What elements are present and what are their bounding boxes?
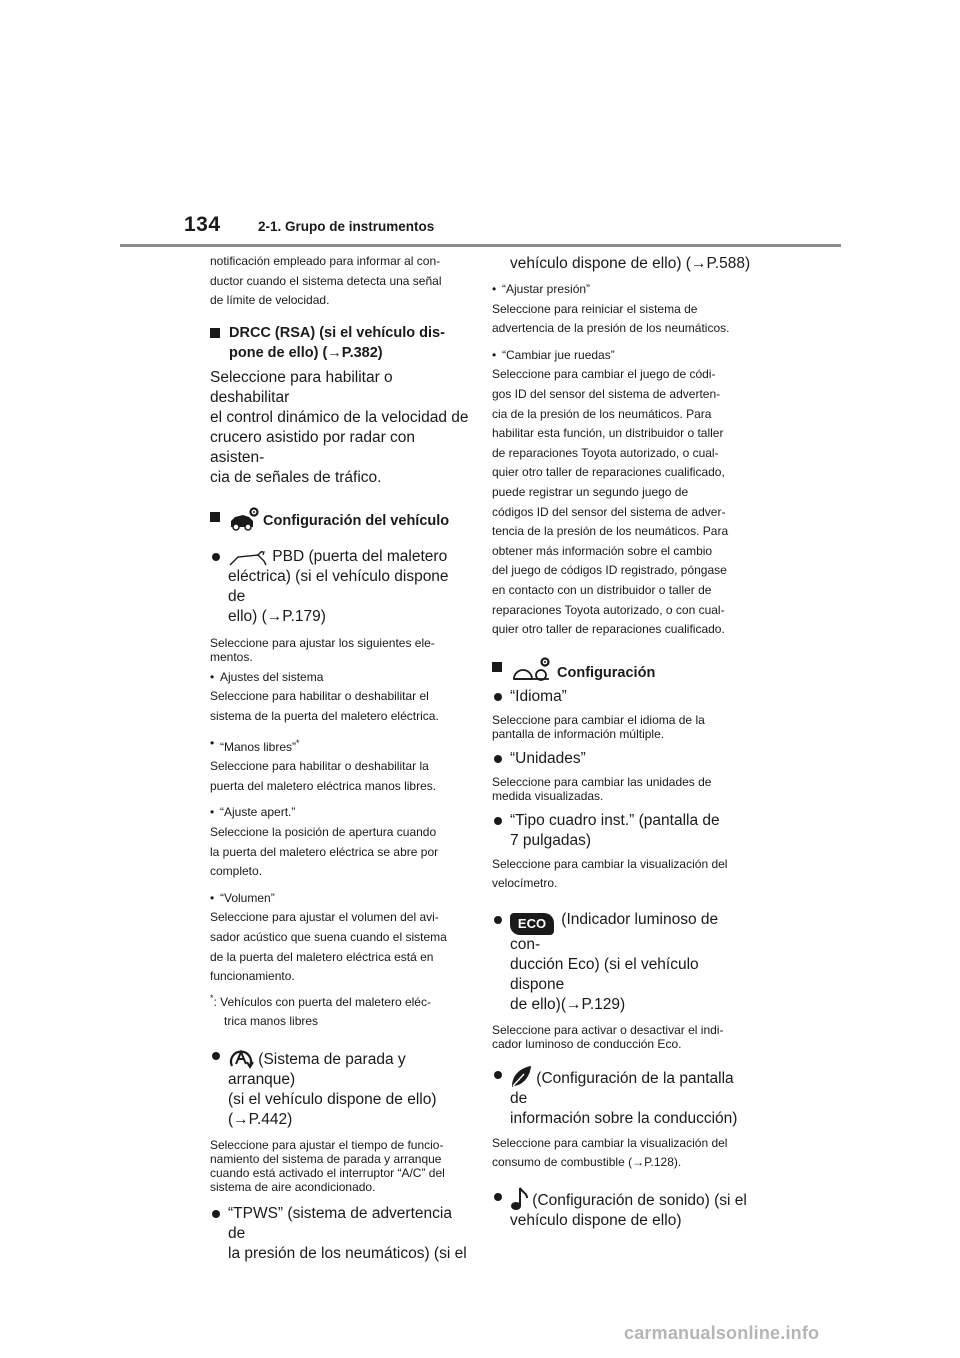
text-line: ductor cuando el sistema detecta una señal <box>210 273 442 288</box>
text-line: pantalla de información múltiple. <box>492 726 665 741</box>
text-line: Seleccione para cambiar el idioma de la <box>492 712 705 727</box>
text-line: “TPWS” (sistema de advertencia de <box>228 1204 452 1242</box>
stop-start-icon <box>228 1046 254 1070</box>
text-line: consumo de combustible (→P.128). <box>492 1155 682 1170</box>
text-line: Seleccione para habilitar o deshabilitar el <box>210 689 429 704</box>
units-item <box>492 749 752 769</box>
hands-free-block <box>210 734 470 797</box>
eco-description <box>492 1023 752 1051</box>
text-line: (si el vehículo dispone de ello) <box>228 1090 437 1108</box>
round-bullet-icon <box>494 1193 502 1201</box>
sub-bullet-label: • “Volumen” <box>210 889 470 909</box>
language-item <box>492 687 752 707</box>
text-line: velocímetro. <box>492 876 558 891</box>
text-line: del juego de códigos ID registrado, póngase <box>492 563 727 578</box>
eco-indicator-icon: ECO <box>510 913 554 935</box>
drcc-body <box>210 368 470 488</box>
text-line: DRCC (RSA) (si el vehículo dis- <box>229 324 445 341</box>
heading-text: Configuración <box>557 664 656 681</box>
round-bullet-icon <box>212 1210 220 1218</box>
text-line: advertencia de la presión de los neumáticos. <box>492 321 730 336</box>
pbd-item <box>210 547 470 627</box>
round-bullet-icon <box>494 916 502 924</box>
car-gear-icon <box>229 507 259 531</box>
text-line: “Idioma” <box>510 687 567 705</box>
text-line: funcionamiento. <box>210 969 295 984</box>
text-line: gos ID del sensor del sistema de adverten- <box>492 386 721 401</box>
text-line: Seleccione para cambiar el juego de códi- <box>492 367 716 382</box>
sub-bullet-label: • “Ajuste apert.” <box>210 803 470 823</box>
cluster-description <box>492 855 752 894</box>
text-line: vehículo dispone de ello) <box>510 1212 682 1230</box>
round-bullet-icon <box>494 693 502 701</box>
text-line: de límite de velocidad. <box>210 293 330 308</box>
eco-item <box>492 910 752 1015</box>
text-line: códigos ID del sensor del sistema de adver- <box>492 504 726 519</box>
text-line: de ello)(→P.129) <box>510 995 626 1013</box>
text-line: Seleccione para cambiar la visualización del <box>492 856 728 871</box>
text-line: sistema de la puerta del maletero eléctrica. <box>210 708 439 723</box>
text-line: en contacto con un distribuidor o taller de <box>492 582 712 597</box>
sub-bullet-label: • Ajustes del sistema <box>210 668 470 688</box>
volume-block <box>210 889 470 987</box>
text-line: eléctrica) (si el vehículo dispone de <box>228 567 449 605</box>
section-title: 2-1. Grupo de instrumentos <box>258 219 435 234</box>
square-bullet-icon <box>210 328 220 338</box>
sound-item <box>492 1187 752 1231</box>
round-bullet-icon <box>494 1071 502 1079</box>
text-line: Seleccione para ajustar el volumen del avi- <box>210 910 439 925</box>
round-bullet-icon <box>212 1052 220 1060</box>
text-line: Seleccione para cambiar la visualización del <box>492 1135 728 1150</box>
square-bullet-icon <box>210 512 220 522</box>
header-rule <box>120 244 841 247</box>
right-column <box>492 252 752 1231</box>
config-heading <box>492 657 752 683</box>
text-line: (Configuración de la pantalla de <box>510 1065 752 1109</box>
text-line: tencia de la presión de los neumáticos. Para <box>492 524 729 539</box>
page-number: 134 <box>184 213 221 236</box>
text-line: Seleccione para habilitar o deshabilitar la <box>210 759 429 774</box>
text-line: habilitar esta función, un distribuidor o taller <box>492 426 724 441</box>
text-line: Seleccione para activar o desactivar el indi- <box>492 1022 724 1037</box>
open-adjust-block <box>210 803 470 881</box>
text-line: obtener más información sobre el cambio <box>492 543 713 558</box>
text-line: 7 pulgadas) <box>510 831 592 849</box>
round-bullet-icon <box>494 755 502 763</box>
system-settings-block <box>210 668 470 727</box>
text-line: Seleccione para cambiar las unidades de <box>492 774 712 789</box>
pbd-description <box>210 636 470 664</box>
stop-start-item <box>210 1046 470 1130</box>
round-bullet-icon <box>494 817 502 825</box>
text-line: quier otro taller de reparaciones cualificado, <box>492 465 725 480</box>
music-note-icon <box>510 1187 528 1211</box>
footnote <box>210 989 470 1032</box>
driving-display-description <box>492 1134 752 1173</box>
text-line: pone de ello) (→P.382) <box>229 344 383 361</box>
text-line: completo. <box>210 864 263 879</box>
drcc-heading <box>210 323 470 363</box>
tpws-item <box>210 1204 470 1264</box>
change-wheels-block <box>492 346 752 640</box>
text-line: de la puerta del maletero eléctrica está en <box>210 949 434 964</box>
intro-paragraph <box>210 252 470 311</box>
square-bullet-icon <box>492 662 502 672</box>
text-line: sistema de aire acondicionado. <box>210 1179 376 1194</box>
text-line: cia de la presión de los neumáticos. Para <box>492 406 712 421</box>
text-line: quier otro taller de reparaciones cualificado. <box>492 622 725 637</box>
text-line: puerta del maletero eléctrica manos libres. <box>210 778 437 793</box>
sub-bullet-label: • “Manos libres”* <box>210 734 470 758</box>
stop-start-description <box>210 1138 470 1194</box>
text-line: Seleccione para ajustar los siguientes ele- <box>210 635 435 650</box>
heading-text: Configuración del vehículo <box>263 512 450 529</box>
settings-gear-icon <box>511 657 553 683</box>
cluster-type-item <box>492 811 752 851</box>
text-line: “Tipo cuadro inst.” (pantalla de <box>510 811 720 829</box>
text-line: ello) (→P.179) <box>228 607 326 625</box>
text-line: la puerta del maletero eléctrica se abre por <box>210 844 439 859</box>
left-column <box>210 252 470 1264</box>
text-line: “Unidades” <box>510 749 586 767</box>
text-line: medida visualizadas. <box>492 788 604 803</box>
text-line: cador luminoso de conducción Eco. <box>492 1036 682 1051</box>
watermark: carmanualsonline.info <box>624 1323 820 1343</box>
text-line: Seleccione la posición de apertura cuando <box>210 824 437 839</box>
sub-bullet-label: • “Cambiar jue ruedas” <box>492 346 752 366</box>
text-line: cia de señales de tráfico. <box>210 468 382 486</box>
text-line: (Configuración de sonido) (si el <box>510 1187 752 1211</box>
text-line: Seleccione para reiniciar el sistema de <box>492 301 698 316</box>
text-line: namiento del sistema de parada y arranque <box>210 1151 442 1166</box>
text-line: sador acústico que suena cuando el sistema <box>210 929 447 944</box>
power-back-door-icon <box>228 551 268 567</box>
adjust-pressure-block <box>492 280 752 339</box>
round-bullet-icon <box>212 553 220 561</box>
text-line: Seleccione para ajustar el tiempo de funcio- <box>210 1137 444 1152</box>
text-line: cuando está activado el interruptor “A/C” del <box>210 1165 445 1180</box>
text-line: crucero asistido por radar con asisten- <box>210 428 416 466</box>
driving-display-item <box>492 1065 752 1129</box>
text-line: información sobre la conducción) <box>510 1109 738 1127</box>
language-description <box>492 713 752 741</box>
text-line: de reparaciones Toyota autorizado, o cual- <box>492 445 719 460</box>
leaf-icon <box>510 1065 532 1089</box>
text-line: el control dinámico de la velocidad de <box>210 408 469 426</box>
sub-bullet-label: • “Ajustar presión” <box>492 280 752 300</box>
text-line: la presión de los neumáticos) (si el <box>228 1244 467 1262</box>
text-line: notificación empleado para informar al con- <box>210 254 441 268</box>
text-line: trica manos libres <box>224 1014 319 1029</box>
text-line: reparaciones Toyota autorizado, o con cual- <box>492 602 725 617</box>
text-line: ducción Eco) (si el vehículo dispone <box>510 955 699 993</box>
units-description <box>492 775 752 803</box>
text-line: PBD (puerta del maletero <box>228 547 470 567</box>
text-line: puede registrar un segundo juego de <box>492 484 689 499</box>
text-line: *: Vehículos con puerta del maletero eléc- <box>210 992 431 1009</box>
tpws-continuation: vehículo dispone de ello) (→P.588) <box>510 255 751 272</box>
text-line: mentos. <box>210 649 253 664</box>
text-line: Seleccione para habilitar o deshabilitar <box>210 368 393 406</box>
text-line: (Sistema de parada y arranque) <box>228 1046 470 1090</box>
text-line: ECO (Indicador luminoso de con- <box>510 910 719 953</box>
text-line: (→P.442) <box>228 1110 293 1128</box>
vehicle-config-heading <box>210 507 470 531</box>
